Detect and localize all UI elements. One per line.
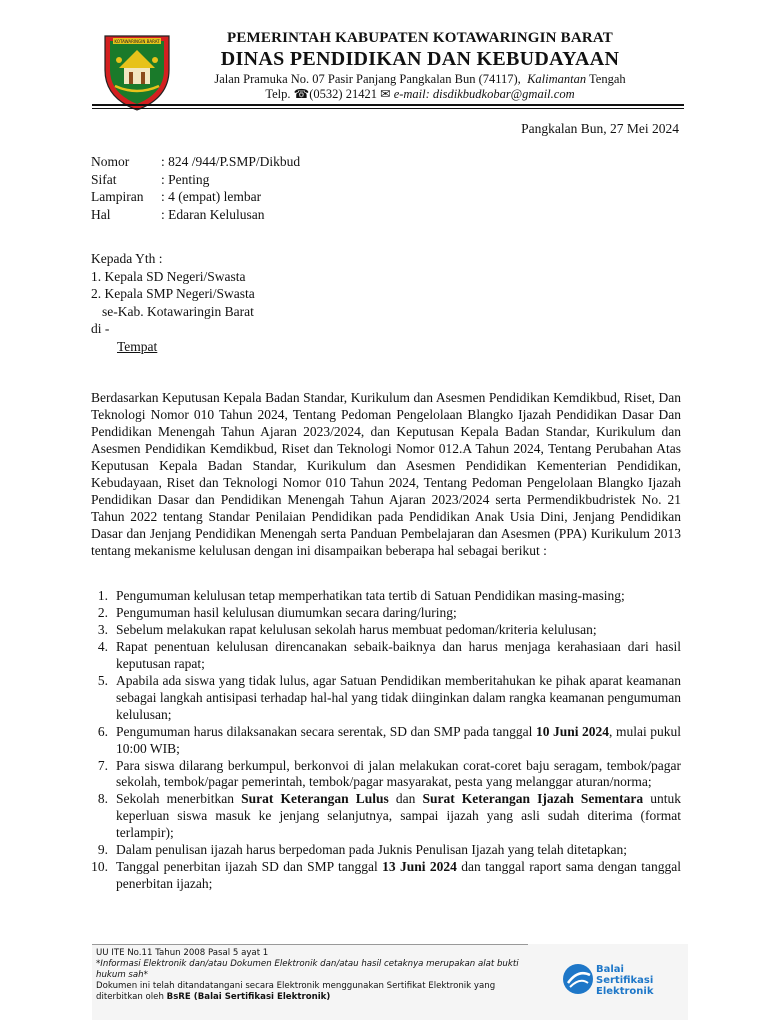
meta-row: Nomor : 824 /944/P.SMP/Dikbud bbox=[91, 154, 301, 169]
phone-icon: ☎ bbox=[293, 87, 310, 101]
letterhead-government: PEMERINTAH KABUPATEN KOTAWARINGIN BARAT bbox=[226, 30, 614, 46]
list-item: 4. Rapat penentuan kelulusan direncanakan sebaik-baiknya dan harus menjaga kerahasiaan dari hasil keputusan rapat; bbox=[97, 638, 681, 671]
list-item: 3. Sebelum melakukan rapat kelulusan sekolah harus membuat pedoman/kriteria kelulusan; bbox=[97, 621, 597, 637]
list-item: 6. Pengumuman harus dilaksanakan secara serentak, SD dan SMP pada tanggal 10 Juni 2024, mulai pukul 10:00 WIB; bbox=[97, 723, 681, 756]
list-item: 2. Pengumuman hasil kelulusan diumumkan secara daring/luring; bbox=[97, 604, 457, 620]
list-item: 9. Dalam penulisan ijazah harus berpedoman pada Juknis Penulisan Ijazah yang telah ditetapkan; bbox=[97, 842, 627, 858]
esign-footer-text: UU ITE No.11 Tahun 2008 Pasal 5 ayat 1 *Informasi Elektronik dan/atau Dokumen Elektronik dan/atau hasil cetaknya merupakan alat bukti hukum sah* Dokumen ini telah ditandatangani secara Elektronik menggunakan Sertifikat Elektronik yang diterbitkan oleh BsRE (Balai Sertifikasi Elektronik) bbox=[96, 948, 519, 1002]
meta-row: Lampiran : 4 (empat) lembar bbox=[91, 189, 262, 204]
list-item: 10. Tanggal penerbitan ijazah SD dan SMP tanggal 13 Juni 2024 dan tanggal raport sama dengan tanggal penerbitan ijazah; bbox=[91, 859, 681, 892]
recipient-block: Kepada Yth : 1. Kepala SD Negeri/Swasta 2. Kepala SMP Negeri/Swasta se-Kab. Kotawaringin Barat di - Tempat bbox=[91, 251, 255, 354]
list-item: 8. Sekolah menerbitkan Surat Keterangan Lulus dan Surat Keterangan Ijazah Sementara untuk keperluan siswa masuk ke jenjang selanjutnya, sampai ijazah yang asli sudah diterima (format terlampir); bbox=[97, 791, 681, 841]
svg-text:KOTAWARINGIN BARAT: KOTAWARINGIN BARAT bbox=[114, 39, 160, 44]
meta-row: Sifat : Penting bbox=[91, 171, 210, 187]
footer-rule bbox=[92, 944, 528, 945]
letterhead-contact: Telp. ☎(0532) 21421 ✉ e-mail: disdikbudkobar@gmail.com bbox=[265, 87, 575, 101]
list-item: 5. Apabila ada siswa yang tidak lulus, agar Satuan Pendidikan memberitahukan ke pihak aparat keamanan sebagai langkah antisipasi terhadap hal-hal yang tidak diinginkan dalam rangka keamanan pengumuman kelulusan; bbox=[97, 672, 681, 722]
bsre-logo-text: Balai Sertifikasi Elektronik bbox=[596, 964, 654, 997]
mail-icon: ✉ bbox=[380, 87, 391, 101]
letter-date: Pangkalan Bun, 27 Mei 2024 bbox=[521, 121, 679, 136]
regency-emblem-logo bbox=[99, 30, 175, 112]
numbered-list bbox=[91, 588, 681, 893]
letterhead-address: Jalan Pramuka No. 07 Pasir Panjang Pangkalan Bun (74117), Kalimantan Tengah bbox=[214, 72, 626, 86]
meta-row: Hal : Edaran Kelulusan bbox=[91, 206, 265, 222]
letter-meta bbox=[91, 153, 300, 223]
header-rule bbox=[92, 104, 684, 106]
header-rule-thin bbox=[92, 108, 684, 109]
intro-paragraph: Berdasarkan Keputusan Kepala Badan Standar, Kurikulum dan Asesmen Pendidikan Kemdikbud, Riset, Dan Teknologi Nomor 010 Tahun 2024, Tentang Pedoman Pengelolaan Blangko Ijazah Pendidikan Dasar Dan Pendidikan Menengah Tahun Ajaran 2023/2024, dan Keputusan Kepala Badan Standar, Kurikulum dan Asesmen Pendidikan Kemdikbud, Riset dan Teknologi Nomor 012.A Tahun 2024, Tentang Perubahan Atas Keputusan Kepala Badan Standar, Kurikulum dan Asesmen Pendidikan Kementerian Pendidikan, Kebudayaan, Riset dan Teknologi Nomor 010 Tahun 2024, Tentang Pedoman Pengelolaan Blangko Ijazah Pendidikan Dasar dan Pendidikan Menengah Tahun Ajaran 2023/2024 serta Permendikbudristek No. 21 Tahun 2022 tentang Standar Penilaian Pendidikan pada Pendidikan Anak Usia Dini, Jenjang Pendidikan Dasar dan Jenjang Pendidikan Menengah serta Panduan Pembelajaran dan Asesmen (PPA) Kurikulum 2013 tentang mekanisme kelulusan dengan ini disampaikan beberapa hal sebagai berikut : bbox=[91, 390, 681, 558]
letterhead-agency: DINAS PENDIDIKAN DAN KEBUDAYAAN bbox=[220, 48, 620, 70]
list-item: 7. Para siswa dilarang berkumpul, berkonvoi di jalan melakukan corat-coret baju seragam, tembok/pagar sekolah, tembok/pagar pemerintah, tembok/pagar masyarakat, pesta yang melanggar aturan/norma; bbox=[97, 757, 681, 790]
list-item: 1. Pengumuman kelulusan tetap memperhatikan tata tertib di Satuan Pendidikan masing-masing; bbox=[97, 588, 625, 603]
